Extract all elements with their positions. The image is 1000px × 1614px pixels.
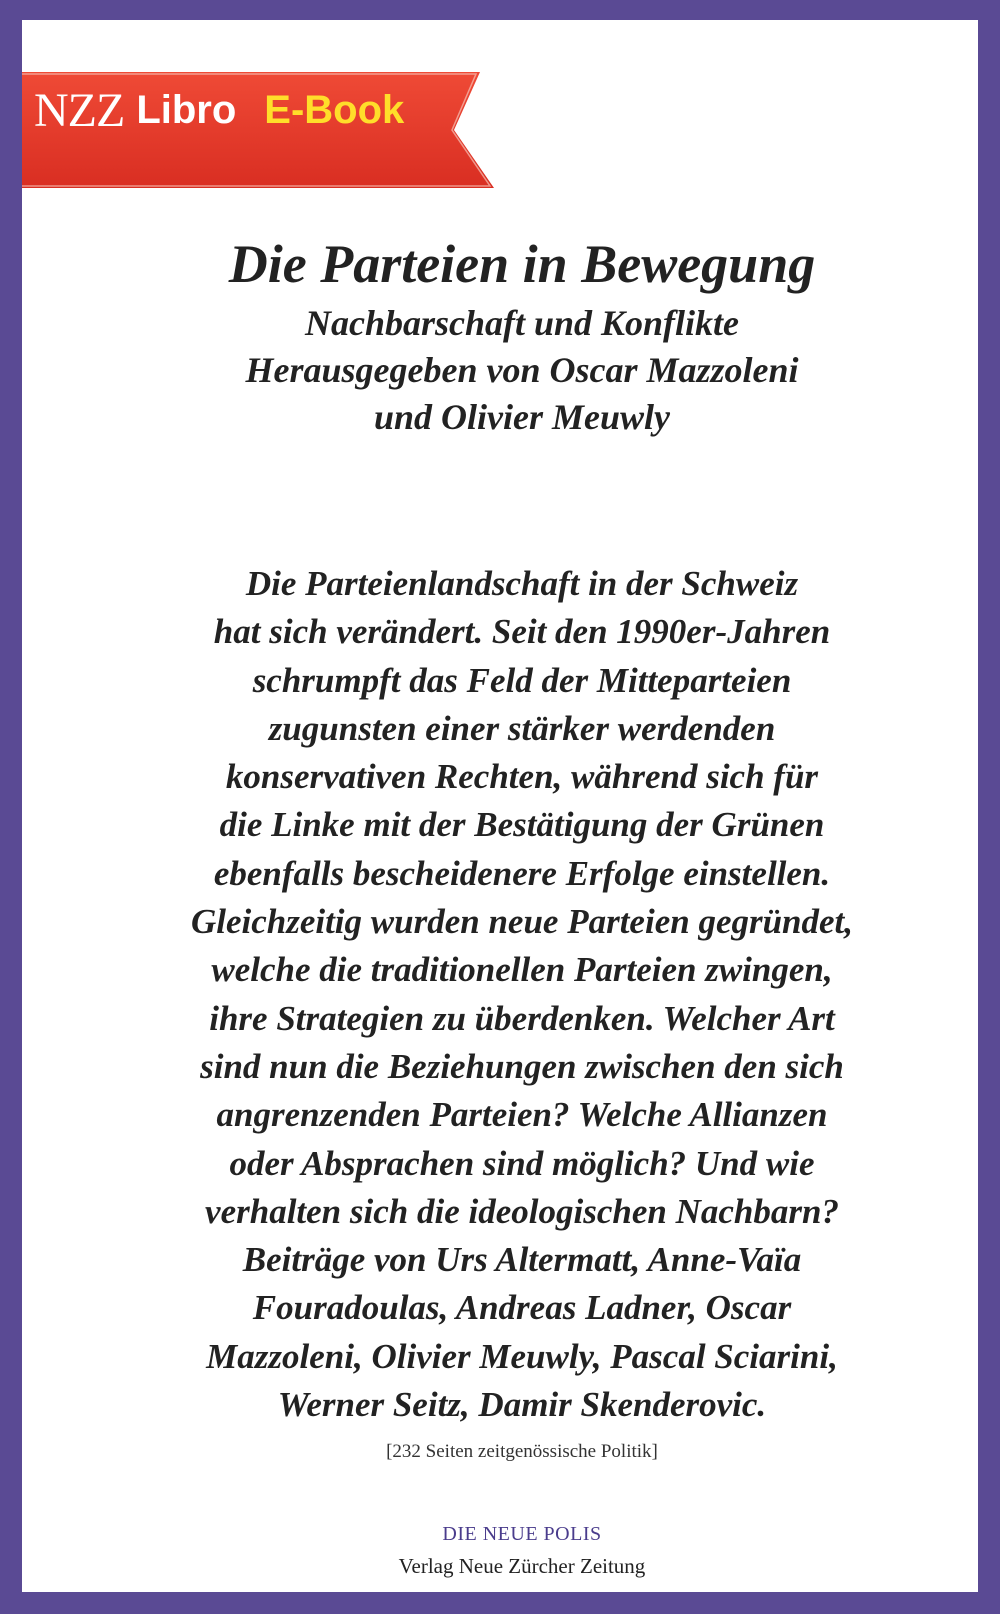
- blurb-line: ebenfalls bescheidenere Erfolge einstellen.: [213, 853, 831, 893]
- book-editors-line-1: Herausgegeben von Oscar Mazzoleni: [245, 350, 799, 390]
- book-title: Die Parteien in Bewegung: [228, 234, 816, 294]
- nzz-wordmark: NZZ: [34, 83, 125, 137]
- blurb-line: oder Absprachen sind möglich? Und wie: [229, 1143, 815, 1183]
- blurb-line: Mazzoleni, Olivier Meuwly, Pascal Sciarini,: [206, 1336, 838, 1376]
- blurb-line: Werner Seitz, Damir Skenderovic.: [277, 1385, 767, 1425]
- book-subtitle-block: [122, 300, 922, 441]
- blurb-line: angrenzenden Parteien? Welche Allianzen: [216, 1095, 828, 1135]
- blurb-line: Gleichzeitig wurden neue Parteien gegründet,: [190, 902, 854, 942]
- blurb-line: zugunsten einer stärker werdenden: [268, 708, 776, 748]
- book-blurb: [102, 560, 942, 1429]
- blurb-line: Die Parteienlandschaft in der Schweiz: [245, 564, 799, 603]
- page-count-note: [232 Seiten zeitgenössische Politik]: [386, 1441, 658, 1462]
- publisher-name: Verlag Neue Zürcher Zeitung: [398, 1554, 646, 1578]
- ebook-label: E-Book: [264, 87, 405, 132]
- publisher-logo: [34, 80, 404, 140]
- blurb-line: ihre Strategien zu überdenken. Welcher Art: [209, 998, 835, 1038]
- blurb-line: konservativen Rechten, während sich für: [225, 757, 819, 797]
- series-name: DIE NEUE POLIS: [442, 1523, 602, 1545]
- blurb-line: welche die traditionellen Parteien zwingen,: [211, 950, 833, 990]
- blurb-line: schrumpft das Feld der Mitteparteien: [252, 660, 792, 700]
- blurb-line: Beiträge von Urs Altermatt, Anne-Vaïa: [242, 1240, 802, 1280]
- blurb-line: Fouradoulas, Andreas Ladner, Oscar: [252, 1288, 792, 1328]
- blurb-line: sind nun die Beziehungen zwischen den sich: [200, 1046, 844, 1086]
- book-editors-line-2: und Olivier Meuwly: [373, 397, 670, 437]
- blurb-line: verhalten sich die ideologischen Nachbarn?: [205, 1191, 839, 1231]
- blurb-line: hat sich verändert. Seit den 1990er-Jahren: [213, 612, 831, 652]
- book-subtitle: Nachbarschaft und Konflikte: [304, 303, 740, 343]
- book-cover: [22, 20, 978, 1592]
- blurb-line: die Linke mit der Bestätigung der Grünen: [219, 805, 825, 845]
- libro-wordmark: Libro: [136, 87, 237, 132]
